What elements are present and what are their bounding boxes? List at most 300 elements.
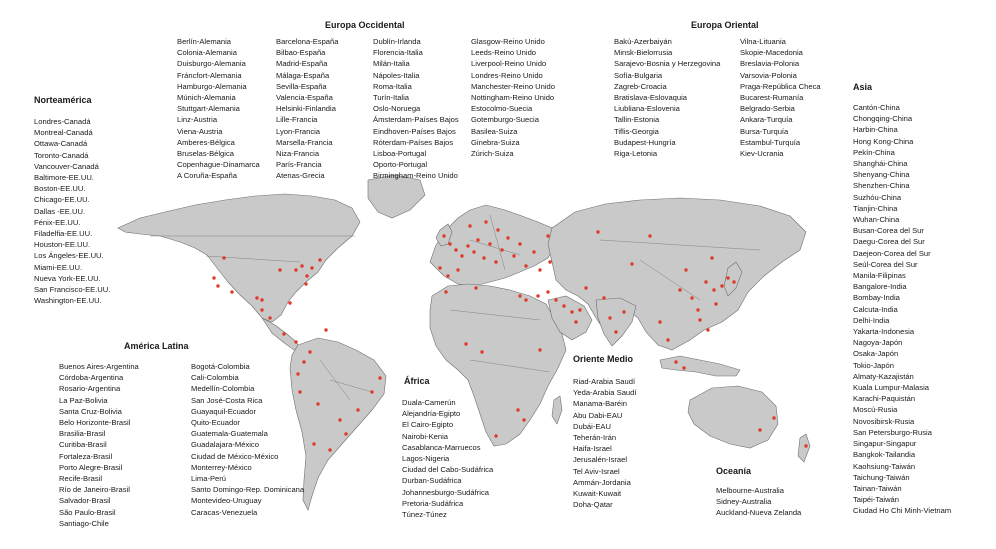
- city-marker: [464, 342, 467, 345]
- city-list-item: Túnez-Túnez: [402, 510, 447, 520]
- city-marker: [460, 254, 463, 257]
- city-marker: [482, 256, 485, 259]
- city-list-item: Manila-Filipinas: [853, 271, 906, 281]
- city-list-item: Turín-Italia: [373, 93, 410, 103]
- city-marker: [260, 298, 263, 301]
- city-list-item: París-Francia: [276, 160, 322, 170]
- southeast-asia-islands: [660, 356, 740, 376]
- city-list-item: Shenzhen-China: [853, 181, 910, 191]
- city-list-item: Ammán-Jordania: [573, 477, 631, 487]
- city-list-europa-occidental-col3: [373, 36, 459, 182]
- city-list-item: Haifa-Israel: [573, 444, 612, 454]
- city-list-item: Vancouver-Canadá: [34, 161, 99, 171]
- city-list-item: Liubliana-Eslovenia: [614, 104, 680, 114]
- city-marker: [522, 418, 525, 421]
- city-list-item: Tiflis-Georgia: [614, 126, 659, 136]
- city-marker: [480, 350, 483, 353]
- city-marker: [714, 302, 717, 305]
- city-list-item: Baltimore-EE.UU.: [34, 173, 94, 183]
- city-marker: [212, 276, 215, 279]
- city-marker: [674, 360, 677, 363]
- city-marker: [216, 284, 219, 287]
- city-marker: [456, 268, 459, 271]
- city-marker: [310, 266, 313, 269]
- city-list-africa: [402, 397, 493, 520]
- city-list-item: Riga-Letonia: [614, 149, 658, 159]
- city-list-item: Londres-Reino Unido: [471, 70, 543, 80]
- city-list-item: Belo Horizonte-Brasil: [59, 418, 131, 428]
- city-list-item: Hamburgo-Alemania: [177, 81, 247, 91]
- city-list-item: Gotemburgo-Suecia: [471, 115, 539, 125]
- city-list-item: Quito-Ecuador: [191, 418, 240, 428]
- city-list-item: Osaka-Japón: [853, 349, 899, 359]
- city-marker: [518, 294, 521, 297]
- city-list-item: Basilea-Suiza: [471, 126, 518, 136]
- city-marker: [370, 390, 373, 393]
- city-marker: [584, 286, 587, 289]
- city-marker: [602, 296, 605, 299]
- city-marker: [484, 220, 487, 223]
- city-list-item: Taichung-Taiwán: [853, 472, 910, 482]
- city-marker: [512, 254, 515, 257]
- city-list-item: Ottawa-Canadá: [34, 139, 88, 149]
- city-marker: [608, 316, 611, 319]
- city-list-item: Nápoles-Italia: [373, 70, 420, 80]
- city-list-item: Florencia-Italia: [373, 48, 423, 58]
- city-marker: [524, 298, 527, 301]
- city-list-item: El Cairo-Egipto: [402, 420, 454, 430]
- city-list-europa-occidental-col4: [471, 36, 555, 159]
- city-list-item: Doha-Qatar: [573, 500, 613, 510]
- city-list-item: Filadelfia-EE.UU.: [34, 229, 93, 239]
- city-list-item: Salvador-Brasil: [59, 496, 111, 506]
- city-list-item: Bangalore-India: [853, 282, 907, 292]
- city-list-item: Ciudad de México-México: [191, 451, 279, 461]
- city-list-item: Jerusalén-Israel: [573, 455, 628, 465]
- city-list-item: Lagos-Nigeria: [402, 454, 450, 464]
- city-marker: [704, 280, 707, 283]
- city-list-item: Montreal-Canadá: [34, 128, 93, 138]
- city-list-item: Teherán-Irán: [573, 433, 617, 443]
- city-marker: [344, 432, 347, 435]
- city-list-item: Delhi-India: [853, 315, 890, 325]
- city-marker: [682, 366, 685, 369]
- city-list-europa-oriental-col2: [740, 36, 821, 159]
- city-marker: [318, 258, 321, 261]
- city-list-item: Singapur-Singapur: [853, 439, 917, 449]
- city-marker: [710, 256, 713, 259]
- city-list-item: Durban-Sudáfrica: [402, 476, 462, 486]
- city-list-item: Tel Aviv-Israel: [573, 466, 620, 476]
- city-list-item: Sidney-Australia: [716, 497, 772, 507]
- city-list-item: Manchester-Reino Unido: [471, 81, 555, 91]
- city-marker: [538, 348, 541, 351]
- city-marker: [294, 268, 297, 271]
- city-list-item: Daegu-Corea del Sur: [853, 237, 925, 247]
- city-marker: [255, 296, 258, 299]
- city-marker: [570, 310, 573, 313]
- city-marker: [772, 416, 775, 419]
- city-list-item: Ginebra-Suiza: [471, 137, 520, 147]
- city-list-item: Niza-Francia: [276, 149, 320, 159]
- city-list-item: Guadalajara-México: [191, 440, 259, 450]
- city-marker: [438, 266, 441, 269]
- city-list-item: Fénix-EE.UU.: [34, 217, 81, 227]
- city-list-item: Duisburgo-Alemania: [177, 59, 246, 69]
- region-title-norteamerica: Norteamérica: [34, 95, 92, 105]
- city-list-item: Vilna-Lituania: [740, 37, 786, 46]
- city-list-item: Breslavia-Polonia: [740, 59, 800, 69]
- city-list-item: Taipéi-Taiwán: [853, 495, 900, 505]
- city-list-item: Londres-Canadá: [34, 117, 91, 126]
- city-list-item: Bilbao-España: [276, 48, 326, 58]
- city-marker: [546, 290, 549, 293]
- city-list-item: Kuwait-Kuwait: [573, 489, 622, 499]
- city-marker: [698, 318, 701, 321]
- city-list-item: Boston-EE.UU.: [34, 184, 86, 194]
- city-list-item: Pekín-China: [853, 147, 895, 157]
- city-marker: [356, 408, 359, 411]
- city-marker: [496, 228, 499, 231]
- city-list-item: Glasgow-Reino Unido: [471, 37, 545, 46]
- city-marker: [222, 256, 225, 259]
- city-list-item: Birmingham-Reino Unido: [373, 171, 458, 181]
- city-list-item: Lille-Francia: [276, 115, 318, 125]
- city-list-item: Manama-Baréin: [573, 399, 628, 409]
- city-marker: [546, 234, 549, 237]
- city-list-item: Dubái-EAU: [573, 421, 611, 431]
- city-marker: [230, 290, 233, 293]
- city-list-item: Bombay-India: [853, 293, 900, 303]
- city-list-item: Kiev-Ucrania: [740, 149, 784, 159]
- city-marker: [678, 288, 681, 291]
- city-list-item: Medellín-Colombia: [191, 384, 255, 394]
- city-list-item: Toronto-Canadá: [34, 150, 89, 160]
- city-marker: [338, 418, 341, 421]
- city-list-item: Brasilia-Brasil: [59, 429, 106, 439]
- city-marker: [548, 260, 551, 263]
- city-marker: [474, 286, 477, 289]
- city-list-item: Río de Janeiro-Brasil: [59, 485, 130, 495]
- city-list-item: Ankara-Turquía: [740, 115, 793, 125]
- city-marker: [648, 234, 651, 237]
- city-list-item: Pretoria-Sudáfrica: [402, 498, 464, 508]
- city-list-item: Wuhan-China: [853, 215, 900, 225]
- city-marker: [804, 444, 807, 447]
- city-list-item: Valencia-España: [276, 93, 333, 103]
- city-list-asia: [853, 102, 951, 517]
- city-list-item: Santiago-Chile: [59, 518, 109, 528]
- city-marker: [690, 296, 693, 299]
- city-marker: [706, 328, 709, 331]
- region-title-oriente-medio: Oriente Medio: [573, 354, 634, 364]
- city-list-item: Nagoya-Japón: [853, 338, 903, 348]
- city-list-norteamerica: [34, 116, 110, 306]
- city-list-item: Auckland-Nueva Zelanda: [716, 508, 802, 518]
- city-list-item: Barcelona-España: [276, 37, 339, 46]
- city-list-item: Bruselas-Bélgica: [177, 149, 234, 159]
- city-list-item: Santa Cruz-Bolivia: [59, 406, 122, 416]
- city-marker: [316, 402, 319, 405]
- city-list-item: Guayaquil-Ecuador: [191, 406, 257, 416]
- city-list-item: Zagreb-Croacia: [614, 81, 667, 91]
- city-list-oriente-medio: [573, 376, 636, 510]
- city-list-item: Buenos Aires-Argentina: [59, 362, 139, 371]
- region-title-africa: África: [404, 376, 430, 386]
- city-list-item: Harbin-China: [853, 125, 898, 135]
- city-list-item: São Paulo-Brasil: [59, 507, 116, 517]
- city-list-item: Seúl-Corea del Sur: [853, 259, 918, 269]
- city-list-item: Alejandría-Egipto: [402, 409, 461, 419]
- city-list-item: Lisboa-Portugal: [373, 149, 427, 159]
- region-title-europa-oriental: Europa Oriental: [691, 20, 759, 30]
- city-list-item: Karachi-Paquistán: [853, 394, 916, 404]
- city-marker: [574, 320, 577, 323]
- city-list-item: Sofía-Bulgaria: [614, 70, 663, 80]
- city-list-item: Hong Kong-China: [853, 136, 914, 146]
- city-marker: [282, 332, 285, 335]
- city-list-item: Nottingham-Reino Unido: [471, 93, 555, 103]
- city-marker: [446, 274, 449, 277]
- city-list-item: San Francisco-EE.UU.: [34, 285, 111, 295]
- city-marker: [578, 308, 581, 311]
- city-list-item: Zúrich-Suiza: [471, 149, 514, 159]
- city-list-item: Oslo-Noruega: [373, 104, 421, 114]
- city-list-item: Praga-República Checa: [740, 81, 821, 91]
- city-list-item: Washington-EE.UU.: [34, 296, 102, 306]
- region-title-europa-occidental: Europa Occidental: [325, 20, 405, 30]
- city-list-america-latina-col1: [59, 361, 139, 529]
- city-marker: [304, 282, 307, 285]
- city-marker: [516, 408, 519, 411]
- city-list-item: Daejeon-Corea del Sur: [853, 248, 931, 258]
- city-list-item: Liverpool-Reino Unido: [471, 59, 547, 69]
- city-list-item: Marsella-Francia: [276, 137, 333, 147]
- city-list-item: Rosario-Argentina: [59, 384, 121, 394]
- city-list-item: Porto Alegre-Brasil: [59, 462, 123, 472]
- city-list-item: Múnich-Alemania: [177, 93, 236, 103]
- city-list-item: Minsk-Bielorrusia: [614, 48, 673, 58]
- city-list-item: Busan-Corea del Sur: [853, 226, 924, 236]
- city-list-item: Estambul-Turquía: [740, 137, 801, 147]
- city-list-item: Berlín-Alemania: [177, 37, 232, 46]
- city-list-item: Stuttgart-Alemania: [177, 104, 240, 114]
- australia: [688, 386, 778, 448]
- city-list-item: Linz-Austria: [177, 115, 218, 125]
- city-list-item: Abu Dabi-EAU: [573, 410, 623, 420]
- city-list-item: Róterdam-Países Bajos: [373, 137, 454, 147]
- city-list-item: Tianjin-China: [853, 203, 898, 213]
- city-list-item: Nueva York-EE.UU.: [34, 273, 101, 283]
- city-marker: [562, 304, 565, 307]
- city-marker: [278, 268, 281, 271]
- city-list-item: Riad-Arabia Saudí: [573, 377, 636, 386]
- city-marker: [758, 428, 761, 431]
- city-marker: [554, 298, 557, 301]
- europe: [430, 205, 556, 286]
- region-title-oceania: Oceanía: [716, 466, 752, 476]
- city-marker: [696, 308, 699, 311]
- city-marker: [726, 276, 729, 279]
- city-list-item: A Coruña-España: [177, 171, 237, 181]
- city-list-item: Curitiba-Brasil: [59, 440, 107, 450]
- city-marker: [494, 434, 497, 437]
- city-list-item: Cantón-China: [853, 103, 900, 112]
- city-list-item: Copenhague-Dinamarca: [177, 160, 260, 170]
- city-list-europa-oriental-col1: [614, 36, 720, 159]
- city-list-item: Santo Domingo-Rep. Dominicana: [191, 485, 305, 495]
- city-marker: [448, 242, 451, 245]
- city-list-item: Chicago-EE.UU.: [34, 195, 90, 205]
- city-list-item: Casablanca-Marruecos: [402, 442, 481, 452]
- city-marker: [614, 330, 617, 333]
- city-marker: [312, 442, 315, 445]
- city-marker: [476, 238, 479, 241]
- city-list-item: La Paz-Bolivia: [59, 395, 108, 405]
- city-list-item: Estocolmo-Suecia: [471, 104, 533, 114]
- region-title-asia: Asia: [853, 82, 873, 92]
- city-list-item: Bakú-Azerbaiyán: [614, 37, 672, 46]
- city-marker: [732, 280, 735, 283]
- city-list-item: Recife-Brasil: [59, 474, 103, 484]
- city-list-item: Dallas -EE.UU.: [34, 206, 86, 216]
- city-list-item: Dublín-Irlanda: [373, 37, 421, 46]
- city-list-item: Atenas-Grecia: [276, 171, 325, 181]
- south-america: [290, 338, 386, 510]
- city-list-item: Kuala Lumpur-Malasia: [853, 383, 929, 393]
- city-list-item: Fortaleza-Brasil: [59, 451, 113, 461]
- city-list-item: Eindhoven-Países Bajos: [373, 126, 456, 136]
- city-marker: [324, 328, 327, 331]
- city-list-item: Bogotá-Colombia: [191, 362, 250, 371]
- city-list-item: Bratislava-Eslovaquia: [614, 93, 688, 103]
- city-marker: [454, 248, 457, 251]
- region-title-america-latina: América Latina: [124, 341, 189, 351]
- central-america: [262, 318, 301, 350]
- city-list-item: Montevideo-Uruguay: [191, 496, 262, 506]
- city-marker: [288, 301, 291, 304]
- city-marker: [268, 316, 271, 319]
- city-list-item: Duala-Camerún: [402, 398, 456, 407]
- city-list-item: Amberes-Bélgica: [177, 137, 235, 147]
- city-marker: [666, 338, 669, 341]
- city-list-item: Ámsterdam-Países Bajos: [373, 115, 459, 125]
- city-list-item: Yeda-Arabia Saudí: [573, 388, 637, 398]
- city-list-item: Viena-Austria: [177, 126, 223, 136]
- city-list-europa-occidental-col2: [276, 36, 338, 182]
- city-list-item: Belgrado-Serbia: [740, 104, 795, 114]
- city-list-item: Tallin-Estonia: [614, 115, 660, 125]
- city-list-item: Cali-Colombia: [191, 373, 239, 383]
- city-list-item: Miami-EE.UU.: [34, 262, 83, 272]
- city-list-item: Los Ángeles-EE.UU.: [34, 251, 104, 261]
- city-marker: [518, 242, 521, 245]
- city-list-item: Sevilla-España: [276, 81, 327, 91]
- city-marker: [444, 290, 447, 293]
- city-list-item: Tokio-Japón: [853, 360, 894, 370]
- city-list-item: Skopie-Macedonia: [740, 48, 803, 58]
- city-marker: [532, 250, 535, 253]
- city-list-item: Houston-EE.UU.: [34, 240, 91, 250]
- city-marker: [658, 320, 661, 323]
- city-list-item: Fráncfort-Alemania: [177, 70, 242, 80]
- city-list-item: Caracas-Venezuela: [191, 507, 258, 517]
- city-marker: [442, 234, 445, 237]
- city-marker: [684, 268, 687, 271]
- city-list-item: Madrid-España: [276, 59, 328, 69]
- city-list-item: Córdoba-Argentina: [59, 373, 124, 383]
- city-marker: [378, 376, 381, 379]
- city-list-item: San José-Costa Rica: [191, 395, 263, 405]
- city-list-item: Suzhóu-China: [853, 192, 902, 202]
- city-list-item: Málaga-España: [276, 70, 330, 80]
- city-list-item: Helsinki-Finlandia: [276, 104, 336, 114]
- city-list-item: San Petersburgo-Rusia: [853, 427, 932, 437]
- city-list-item: Bucarest-Rumanía: [740, 93, 804, 103]
- city-list-oceania: [716, 485, 801, 519]
- city-list-item: Ciudad Ho Chi Minh-Vietnam: [853, 506, 952, 516]
- city-marker: [500, 248, 503, 251]
- city-list-item: Johannesburgo-Sudáfrica: [402, 487, 489, 497]
- city-marker: [300, 264, 303, 267]
- city-marker: [720, 284, 723, 287]
- city-marker: [294, 340, 297, 343]
- city-list-item: Yakarta-Indonesia: [853, 327, 915, 337]
- city-marker: [308, 350, 311, 353]
- city-marker: [472, 250, 475, 253]
- new-zealand: [798, 434, 810, 462]
- city-marker: [506, 236, 509, 239]
- city-marker: [596, 230, 599, 233]
- city-marker: [260, 308, 263, 311]
- city-marker: [488, 242, 491, 245]
- city-marker: [630, 262, 633, 265]
- madagascar: [552, 396, 562, 424]
- city-marker: [494, 260, 497, 263]
- city-list-item: Colonia-Alemania: [177, 48, 237, 58]
- city-list-item: Lima-Perú: [191, 474, 227, 484]
- city-marker: [466, 244, 469, 247]
- city-list-item: Leeds-Reino Unido: [471, 48, 537, 58]
- city-list-item: Moscú-Rusia: [853, 405, 898, 415]
- city-list-item: Varsovia-Polonia: [740, 70, 797, 80]
- city-marker: [712, 288, 715, 291]
- city-list-item: Shanghái-China: [853, 159, 908, 169]
- city-list-item: Bursa-Turquía: [740, 126, 789, 136]
- city-list-item: Ciudad del Cabo-Sudáfrica: [402, 465, 494, 475]
- city-marker: [524, 264, 527, 267]
- city-list-item: Almaty-Kazajistán: [853, 371, 914, 381]
- city-list-item: Kaohsiung-Taiwán: [853, 461, 916, 471]
- city-list-item: Shenyang-China: [853, 170, 910, 180]
- city-list-america-latina-col2: [191, 361, 304, 518]
- city-list-item: Roma-Italia: [373, 81, 412, 91]
- city-list-item: Nairobi-Kenia: [402, 431, 449, 441]
- city-list-item: Sarajevo-Bosnia y Herzegovina: [614, 59, 721, 69]
- city-list-item: Oporto-Portugal: [373, 160, 428, 170]
- city-list-item: Monterrey-México: [191, 462, 252, 472]
- india: [596, 298, 636, 346]
- city-list-item: Calcuta-India: [853, 304, 898, 314]
- city-list-item: Chongqing-China: [853, 114, 913, 124]
- city-list-item: Guatemala-Guatemala: [191, 429, 268, 439]
- city-marker: [538, 268, 541, 271]
- city-list-item: Tainan-Taiwán: [853, 483, 902, 493]
- city-list-item: Melbourne-Australia: [716, 486, 784, 495]
- city-list-item: Bangkok-Tailandia: [853, 450, 916, 460]
- city-marker: [328, 448, 331, 451]
- city-list-item: Budapest-Hungría: [614, 137, 676, 147]
